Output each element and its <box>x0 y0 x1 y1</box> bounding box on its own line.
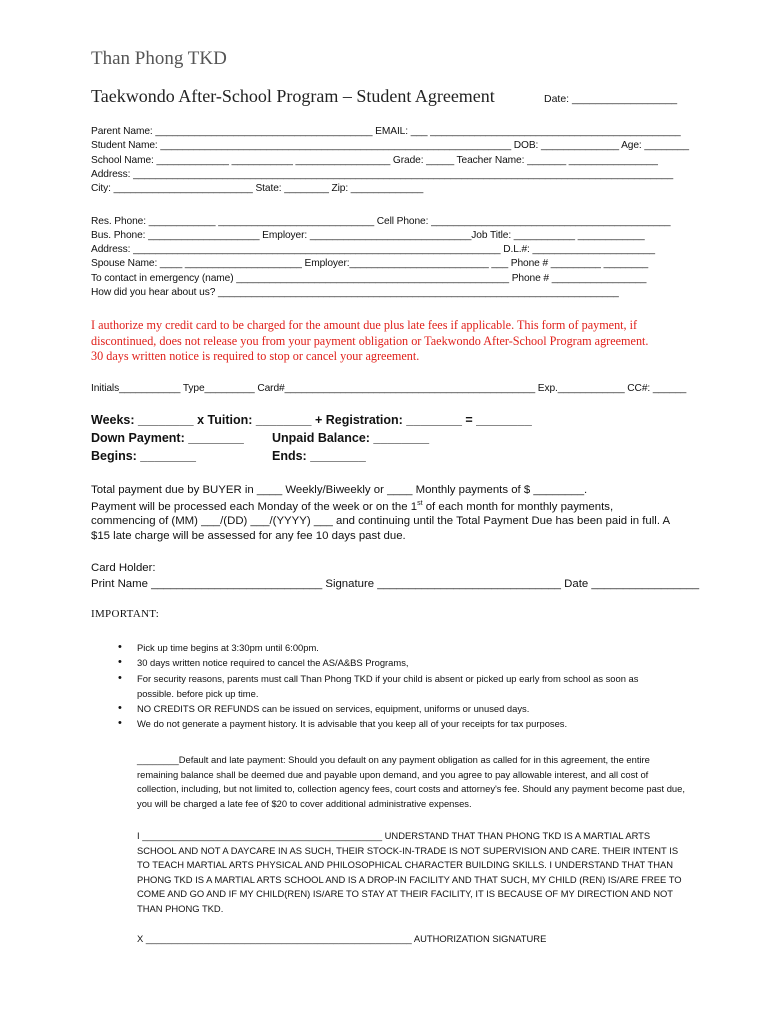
referral-source-line[interactable]: How did you hear about us? ________________________________________________________________________ <box>91 287 619 298</box>
payment-processing-text: Payment will be processed each Monday of the week or on the 1 <box>91 500 418 513</box>
student-dob-age-line[interactable]: Student Name: _______________________________________________________________ DOB: ______________ Age: ________ <box>91 140 689 151</box>
card-holder-label: Card Holder: <box>91 562 156 574</box>
spouse-line[interactable]: Spouse Name: ____ _____________________ Employer:_________________________ ___ Phone # _________ ________ <box>91 258 649 269</box>
important-list <box>118 640 678 732</box>
ends-field[interactable]: Ends: ________ <box>272 449 366 463</box>
list-item: • Pick up time begins at 3:30pm until 6:00pm. <box>118 640 678 655</box>
address-line[interactable]: Address: _________________________________________________________________________________________________ <box>91 169 674 180</box>
payment-processing-text-end: of each month for monthly payments, <box>422 500 614 513</box>
work-address-dl-line[interactable]: Address: __________________________________________________________________ D.L.#: ______________________ <box>91 244 655 255</box>
understanding-paragraph[interactable]: I ______________________________________________ UNDERSTAND THAT THAN PHONG TKD IS A MARTIAL ARTS SCHOOL AND NOT A DAYCARE IN AS SUCH, THEIR STOCK-IN-TRADE IS NOT SUPERVISION AND CARE. THEIR INTENT IS TO TEACH MARTIAL ARTS PHYSICAL AND PHILOSOPHICAL CHARACTER BUILDING SKILLS. I UNDERSTAND THAT THAN PHONG TKD IS A MARTIAL ARTS SCHOOL AND IS A DROP-IN FACILITY AND THAT SUCH, MY CHILD (REN) IS/ARE FREE TO COME AND GO AND IF MY CHILD(REN) IS/ARE TO STAY AT THEIR FACILITY, IT IS BECAUSE OF MY DIRECTION AND NOT THAN PHONG TKD. <box>137 830 682 914</box>
bus-phone-employer-line[interactable]: Bus. Phone: ____________________ Employer: _____________________________Job Title: ___________ ____________ <box>91 230 645 241</box>
authorization-text-3: 30 days written notice is required to stop or cancel your agreement. <box>91 349 420 363</box>
payment-processing-line <box>91 500 613 513</box>
list-item: • 30 days written notice required to cancel the AS/A&BS Programs, <box>118 655 678 670</box>
print-name-signature-date-line[interactable]: Print Name ___________________________ Signature _____________________________ Date _________________ <box>91 578 700 590</box>
card-details-line[interactable]: Initials___________ Type_________ Card#_____________________________________________ Exp.____________ CC#: ______ <box>91 383 687 394</box>
list-item: • We do not generate a payment history. It is advisable that you keep all of your receipts for tax purposes. <box>118 716 678 731</box>
weeks-tuition-line[interactable]: Weeks: ________ x Tuition: ________ + Registration: ________ = ________ <box>91 413 532 427</box>
organization-name: Than Phong TKD <box>91 48 227 69</box>
authorization-signature-line[interactable]: X ___________________________________________________ AUTHORIZATION SIGNATURE <box>137 933 547 944</box>
important-heading: IMPORTANT: <box>91 608 160 620</box>
list-item: • For security reasons, parents must call Than Phong TKD if your child is absent or picked up early from school as soon as possible. before pick up time. <box>118 671 678 702</box>
commencing-date-line[interactable]: commencing of (MM) ___/(DD) ___/(YYYY) ___ and continuing until the Total Payment Due has been paid in full. A <box>91 515 671 527</box>
list-item: • NO CREDITS OR REFUNDS can be issued on services, equipment, uniforms or unused days. <box>118 701 678 716</box>
ordinal-suffix: st <box>417 500 423 507</box>
emergency-contact-line[interactable]: To contact in emergency (name) _________________________________________________ Phone # _________________ <box>91 273 647 284</box>
school-grade-teacher-line[interactable]: School Name: _____________ ___________ _________________ Grade: _____ Teacher Name: _______ ________________ <box>91 155 658 166</box>
begins-field[interactable]: Begins: ________ <box>91 449 196 463</box>
total-payment-line[interactable]: Total payment due by BUYER in ____ Weekly/Biweekly or ____ Monthly payments of $ ________. <box>91 484 588 496</box>
parent-email-line[interactable]: Parent Name: _______________________________________ EMAIL: ___ _____________________________________________ <box>91 126 681 137</box>
authorization-text-2: discontinued, does not release you from your payment obligation or Taekwondo After-School Program agreement. <box>91 334 649 348</box>
city-state-zip-line[interactable]: City: _________________________ State: ________ Zip: _____________ <box>91 183 424 194</box>
down-payment-field[interactable]: Down Payment: ________ <box>91 431 244 445</box>
late-charge-line: $15 late charge will be assessed for any fee 10 days past due. <box>91 530 406 542</box>
default-late-payment-paragraph[interactable]: ________Default and late payment: Should you default on any payment obligation as called for in this agreement, the entire remaining balance shall be deemed due and payable upon demand, and you agree to pay allowable interest, and all cost of collection, including, but not limited to, collection agency fees, court costs and attorney's fee. Should any payment become past due, you will be charged a late fee of $20 to cover additional administrative expenses. <box>137 754 685 809</box>
authorization-text-1: I authorize my credit card to be charged for the amount due plus late fees if applicable. This form of payment, if <box>91 318 638 332</box>
document-title: Taekwondo After-School Program – Student Agreement <box>91 86 495 106</box>
unpaid-balance-field[interactable]: Unpaid Balance: ________ <box>272 431 430 445</box>
date-field[interactable]: Date: __________________ <box>544 93 678 105</box>
res-cell-phone-line[interactable]: Res. Phone: ____________ ____________________________ Cell Phone: ___________________________________________ <box>91 216 671 227</box>
